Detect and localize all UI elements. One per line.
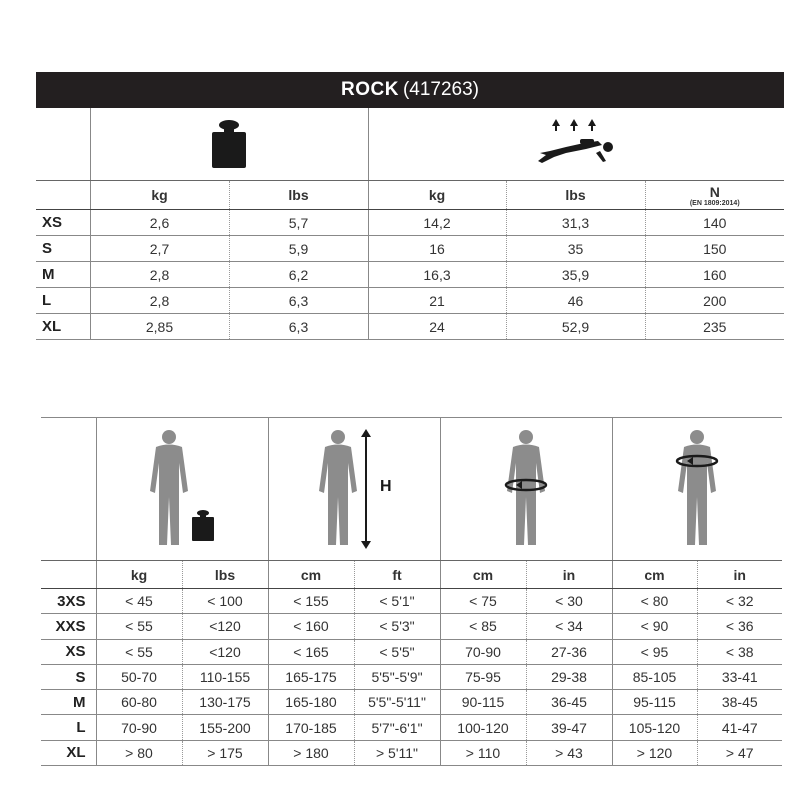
cell: 235	[645, 314, 784, 340]
body-weight-icon	[132, 427, 232, 551]
size-label: XL	[36, 314, 90, 340]
body-weight-icon-cell	[96, 418, 268, 561]
cell: > 110	[440, 740, 526, 765]
cell: < 100	[182, 589, 268, 614]
cell: 70-90	[440, 639, 526, 664]
cell: < 85	[440, 614, 526, 639]
ballast-table	[36, 72, 784, 340]
unit-header-n	[645, 181, 784, 210]
size-label: S	[36, 236, 90, 262]
cell: 140	[645, 210, 784, 236]
table-title	[36, 72, 784, 108]
cell: < 5'3"	[354, 614, 440, 639]
buoyancy-icon-cell	[368, 108, 784, 181]
table-row	[41, 740, 782, 765]
unit-header: kg	[368, 181, 506, 210]
cell: 5'5"-5'9"	[354, 664, 440, 689]
cell: 170-185	[268, 715, 354, 740]
cell: 100-120	[440, 715, 526, 740]
cell: 150	[645, 236, 784, 262]
size-label: XXS	[41, 614, 96, 639]
cell: < 55	[96, 639, 182, 664]
cell: 2,85	[90, 314, 229, 340]
cell: < 45	[96, 589, 182, 614]
cell: < 75	[440, 589, 526, 614]
cell: 14,2	[368, 210, 506, 236]
cell: 110-155	[182, 664, 268, 689]
unit-header: cm	[268, 561, 354, 589]
table-row	[36, 314, 784, 340]
cell: 29-38	[526, 664, 612, 689]
cell: 41-47	[697, 715, 782, 740]
cell: 36-45	[526, 690, 612, 715]
size-label: M	[41, 690, 96, 715]
size-label: XS	[36, 210, 90, 236]
diver-buoyancy-icon	[536, 117, 616, 171]
cell: 2,8	[90, 262, 229, 288]
cell: < 165	[268, 639, 354, 664]
product-code: (417263)	[402, 79, 480, 100]
cell: 165-175	[268, 664, 354, 689]
size-guide-table	[41, 417, 782, 766]
cell: 5,7	[229, 210, 368, 236]
cell: 75-95	[440, 664, 526, 689]
size-label: XL	[41, 740, 96, 765]
cell: 90-115	[440, 690, 526, 715]
cell: > 175	[182, 740, 268, 765]
weight-icon	[209, 118, 249, 170]
table-row	[41, 614, 782, 639]
body-height-icon-cell	[268, 418, 440, 561]
unit-header: cm	[612, 561, 697, 589]
cell: > 80	[96, 740, 182, 765]
cell: < 95	[612, 639, 697, 664]
height-marker: H	[380, 478, 392, 495]
cell: > 43	[526, 740, 612, 765]
cell: <120	[182, 639, 268, 664]
table-row	[36, 236, 784, 262]
cell: > 120	[612, 740, 697, 765]
cell: < 80	[612, 589, 697, 614]
waist-icon-cell	[440, 418, 612, 561]
cell: < 32	[697, 589, 782, 614]
cell: 70-90	[96, 715, 182, 740]
cell: 85-105	[612, 664, 697, 689]
cell: 130-175	[182, 690, 268, 715]
cell: < 5'1"	[354, 589, 440, 614]
cell: > 5'11"	[354, 740, 440, 765]
cell: 105-120	[612, 715, 697, 740]
cell: 5,9	[229, 236, 368, 262]
cell: < 5'5"	[354, 639, 440, 664]
cell: 5'5"-5'11"	[354, 690, 440, 715]
cell: 165-180	[268, 690, 354, 715]
unit-header: kg	[96, 561, 182, 589]
cell: 6,3	[229, 314, 368, 340]
cell: < 160	[268, 614, 354, 639]
cell: > 47	[697, 740, 782, 765]
weight-icon-cell	[90, 108, 368, 181]
cell: 2,6	[90, 210, 229, 236]
cell: 39-47	[526, 715, 612, 740]
cell: <120	[182, 614, 268, 639]
cell: 60-80	[96, 690, 182, 715]
size-label: L	[41, 715, 96, 740]
cell: 38-45	[697, 690, 782, 715]
table-row	[41, 690, 782, 715]
table-row	[41, 664, 782, 689]
cell: < 90	[612, 614, 697, 639]
size-label: XS	[41, 639, 96, 664]
cell: 27-36	[526, 639, 612, 664]
cell: 6,3	[229, 288, 368, 314]
cell: 35,9	[506, 262, 645, 288]
cell: > 180	[268, 740, 354, 765]
cell: < 30	[526, 589, 612, 614]
cell: 35	[506, 236, 645, 262]
cell: < 55	[96, 614, 182, 639]
cell: < 38	[697, 639, 782, 664]
chest-icon-cell	[612, 418, 782, 561]
cell: < 155	[268, 589, 354, 614]
cell: 52,9	[506, 314, 645, 340]
cell: < 34	[526, 614, 612, 639]
cell: 200	[645, 288, 784, 314]
cell: 2,7	[90, 236, 229, 262]
unit-header: cm	[440, 561, 526, 589]
size-label: L	[36, 288, 90, 314]
cell: 24	[368, 314, 506, 340]
cell: 16	[368, 236, 506, 262]
chest-icon	[647, 427, 747, 551]
unit-header: in	[697, 561, 782, 589]
waist-icon	[476, 427, 576, 551]
table-row	[41, 639, 782, 664]
table-row	[36, 288, 784, 314]
unit-header: lbs	[182, 561, 268, 589]
unit-label: N	[709, 183, 720, 200]
unit-standard: (EN 1809:2014)	[689, 199, 740, 207]
cell: 160	[645, 262, 784, 288]
cell: 21	[368, 288, 506, 314]
table-row	[41, 715, 782, 740]
unit-header: ft	[354, 561, 440, 589]
cell: 2,8	[90, 288, 229, 314]
table-row	[41, 589, 782, 614]
cell: 16,3	[368, 262, 506, 288]
cell: 31,3	[506, 210, 645, 236]
unit-header: lbs	[506, 181, 645, 210]
size-label: 3XS	[41, 589, 96, 614]
cell: 50-70	[96, 664, 182, 689]
size-label: M	[36, 262, 90, 288]
unit-header: in	[526, 561, 612, 589]
size-label: S	[41, 664, 96, 689]
cell: 5'7"-6'1"	[354, 715, 440, 740]
unit-header: lbs	[229, 181, 368, 210]
cell: 46	[506, 288, 645, 314]
cell: 95-115	[612, 690, 697, 715]
unit-header: kg	[90, 181, 229, 210]
body-height-icon	[304, 427, 404, 551]
product-name: ROCK	[341, 79, 399, 100]
cell: < 36	[697, 614, 782, 639]
cell: 155-200	[182, 715, 268, 740]
cell: 6,2	[229, 262, 368, 288]
cell: 33-41	[697, 664, 782, 689]
table-row	[36, 262, 784, 288]
table-row	[36, 210, 784, 236]
